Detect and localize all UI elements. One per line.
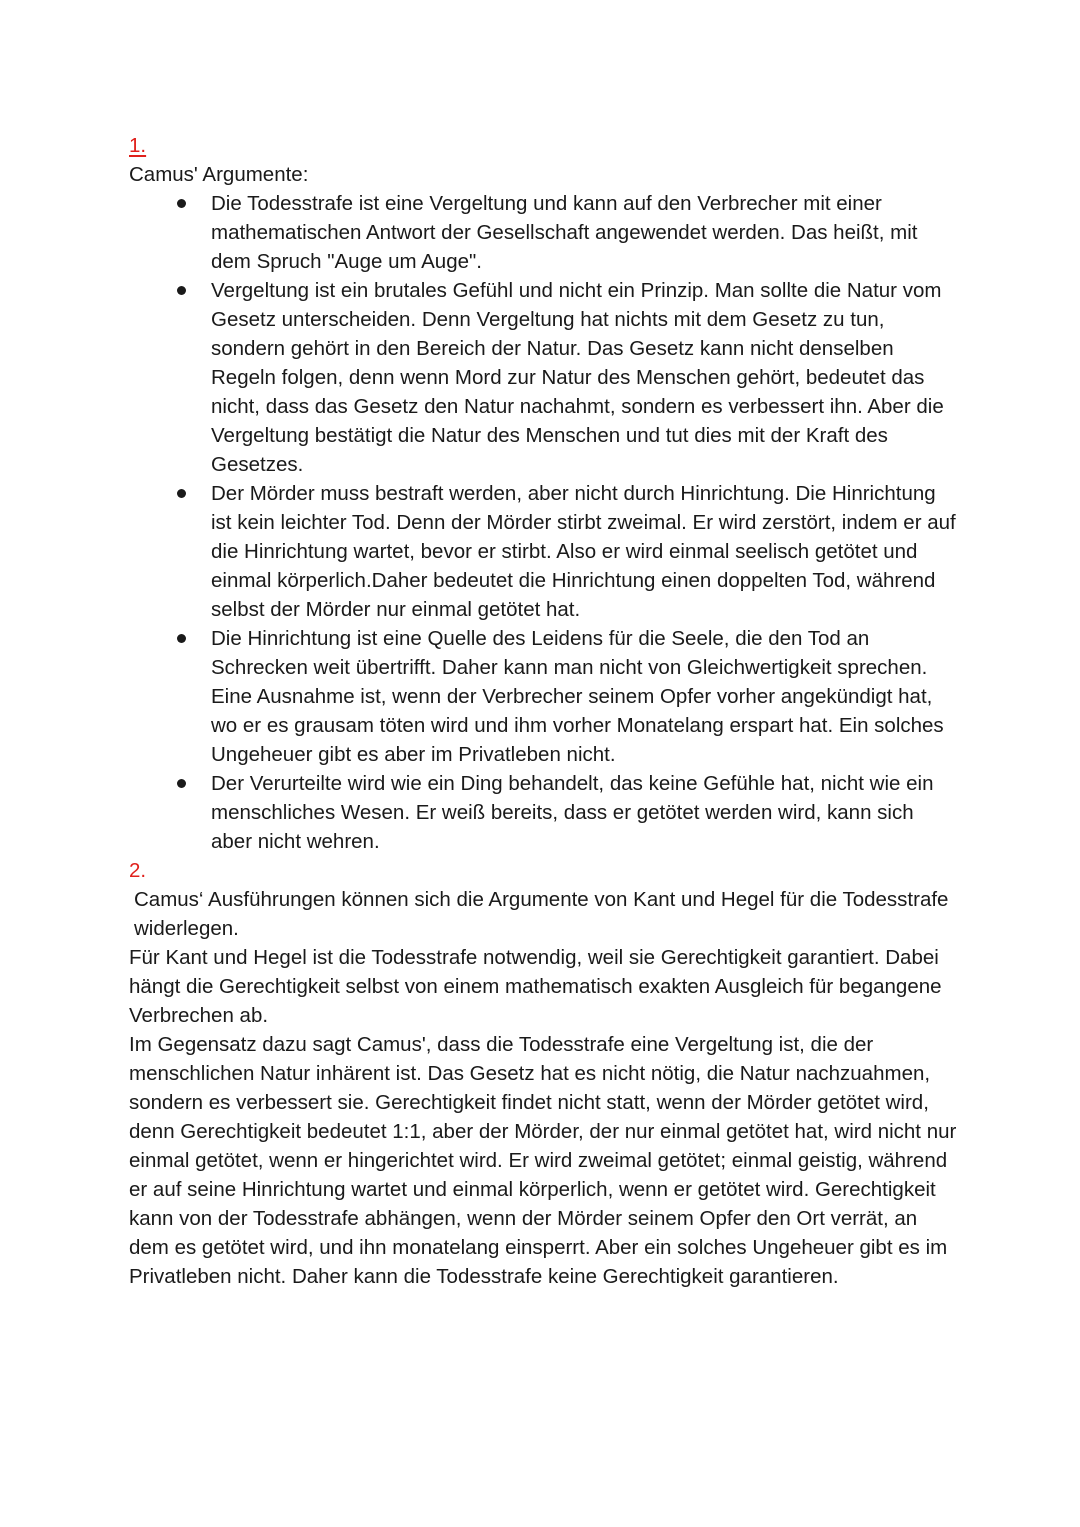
list-item-text: Der Mörder muss bestraft werden, aber nicht durch Hinrichtung. Die Hinrichtung ist kein leichter Tod. Denn der Mörder stirbt zweimal. Er wird zerstört, indem er auf die Hinrichtung wartet, bevor er stirbt. Also er wird einmal seelisch getötet und einmal körperlich.Daher bedeutet die Hinrichtung einen doppelten Tod, während selbst der Mörder nur einmal getötet hat. [211, 482, 956, 621]
list-item-text: Der Verurteilte wird wie ein Ding behandelt, das keine Gefühle hat, nicht wie ein menschliches Wesen. Er weiß bereits, dass er getötet werden wird, kann sich aber nicht wehren. [211, 772, 934, 853]
section-2-number: 2. [129, 859, 147, 882]
bullet-icon [177, 199, 186, 208]
paragraph: Camus‘ Ausführungen können sich die Argumente von Kant und Hegel für die Todesstrafe widerlegen. [134, 888, 949, 940]
paragraph: Für Kant und Hegel ist die Todesstrafe notwendig, weil sie Gerechtigkeit garantiert. Dabei hängt die Gerechtigkeit selbst von einem mathematisch exakten Ausgleich für begangene Verbrechen ab. [129, 946, 942, 1027]
list-item [211, 276, 959, 479]
bullet-icon [177, 489, 186, 498]
list-item-text: Die Todesstrafe ist eine Vergeltung und kann auf den Verbrecher mit einer mathematischen Antwort der Gesellschaft angewendet werden. Das heißt, mit dem Spruch "Auge um Auge". [211, 192, 918, 273]
list-item [211, 479, 959, 624]
argument-list [129, 189, 959, 856]
paragraph: Im Gegensatz dazu sagt Camus', dass die Todesstrafe eine Vergeltung ist, die der menschlichen Natur inhärent ist. Das Gesetz hat es nicht nötig, die Natur nachzuahmen, sondern es verbessert sie. Gerechtigkeit findet nicht statt, wenn der Mörder getötet wird, denn Gerechtigkeit bedeutet 1:1, aber der Mörder, der nur einmal getötet hat, wird nicht nur einmal getötet, wenn er hingerichtet wird. Er wird zweimal getötet; einmal geistig, während er auf seine Hinrichtung wartet und einmal körperlich, wenn er getötet wird. Gerechtigkeit kann von der Todesstrafe abhängen, wenn der Mörder seinem Opfer den Ort verrät, an dem es getötet wird, und ihn monatelang einsperrt. Aber ein solches Ungeheuer gibt es im Privatleben nicht. Daher kann die Todesstrafe keine Gerechtigkeit garantieren. [129, 1033, 957, 1288]
list-item [211, 624, 959, 769]
bullet-icon [177, 779, 186, 788]
list-item [211, 769, 959, 856]
list-item-text: Die Hinrichtung ist eine Quelle des Leidens für die Seele, die den Tod an Schrecken weit übertrifft. Daher kann man nicht von Gleichwertigkeit sprechen. Eine Ausnahme ist, wenn der Verbrecher seinem Opfer vorher angekündigt hat, wo er es grausam töten wird und ihm vorher Monatelang erspart hat. Ein solches Ungeheuer gibt es aber im Privatleben nicht. [211, 627, 944, 766]
section-1-heading: Camus' Argumente: [129, 163, 309, 186]
bullet-icon [177, 286, 186, 295]
section-1-number: 1. [129, 134, 147, 157]
bullet-icon [177, 634, 186, 643]
document-page [129, 131, 959, 1291]
list-item [211, 189, 959, 276]
list-item-text: Vergeltung ist ein brutales Gefühl und nicht ein Prinzip. Man sollte die Natur vom Gesetz unterscheiden. Denn Vergeltung hat nichts mit dem Gesetz zu tun, sondern gehört in den Bereich der Natur. Das Gesetz kann nicht denselben Regeln folgen, denn wenn Mord zur Natur des Menschen gehört, bedeutet das nicht, dass das Gesetz den Natur nachahmt, sondern es verbessert ihn. Aber die Vergeltung bestätigt die Natur des Menschen und tut dies mit der Kraft des Gesetzes. [211, 279, 944, 476]
